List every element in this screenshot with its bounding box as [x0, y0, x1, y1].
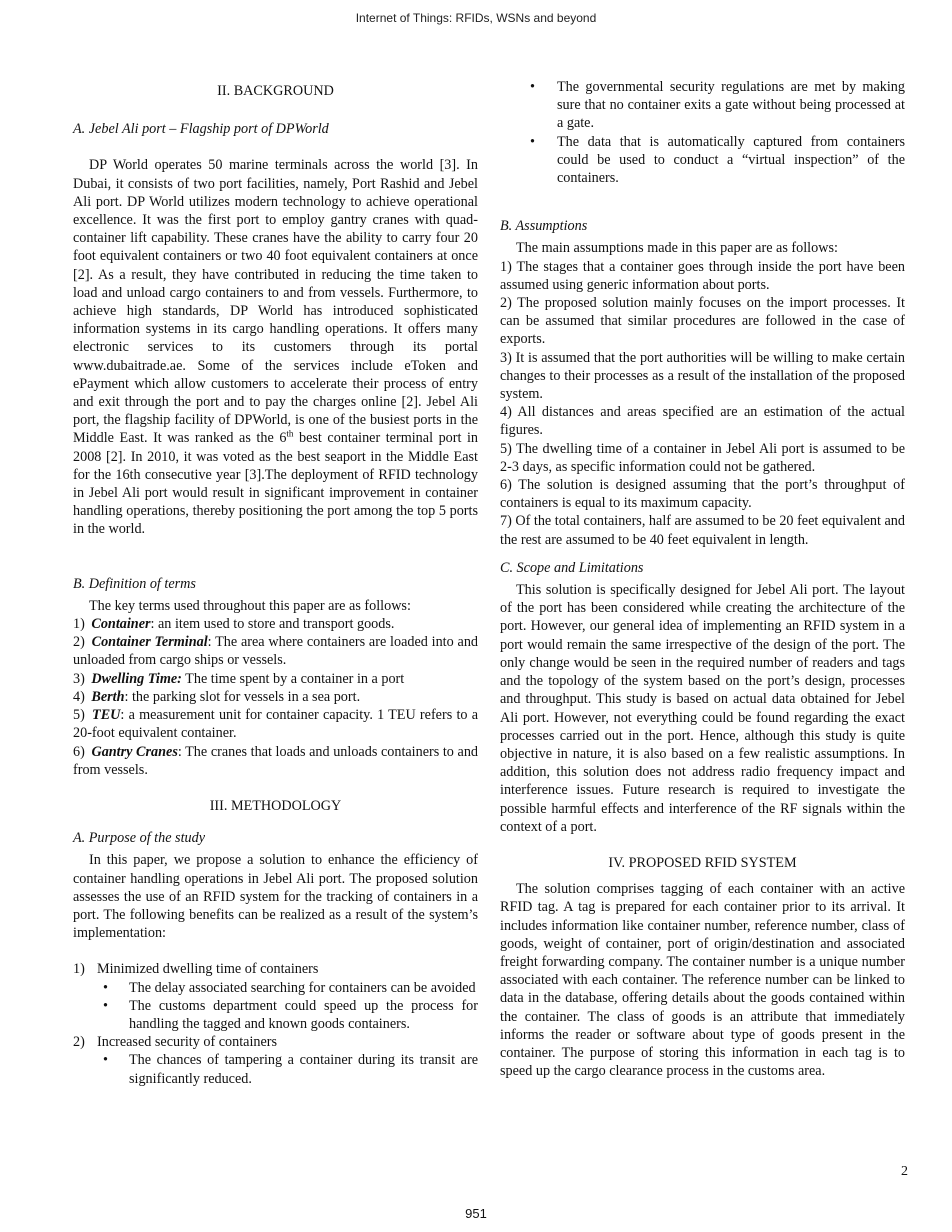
- term-definition: : the parking slot for vessels in a sea port.: [124, 688, 361, 705]
- term-item: [73, 670, 478, 688]
- term-name: Container: [91, 616, 151, 633]
- page-number: 2: [901, 1164, 908, 1179]
- benefit-title: Minimized dwelling time of containers: [97, 961, 319, 978]
- term-item: [73, 743, 478, 779]
- subsection-heading-definitions: B. Definition of terms: [73, 575, 196, 592]
- term-number: 3): [73, 670, 85, 687]
- benefit-number: 1): [73, 961, 85, 978]
- bullet-icon: •: [103, 1052, 108, 1069]
- term-definition: The time spent by a container in a port: [181, 670, 405, 687]
- assumption-item: 5) The dwelling time of a container in Jebel Ali port is assumed to be 2-3 days, as specific information could not be gathered.: [500, 440, 905, 475]
- bullet-item: [73, 997, 478, 1033]
- term-number: 1): [73, 616, 85, 633]
- paragraph-jebel-ali-text-2: best container terminal port in 2008 [2]. In 2010, it was voted as the best seaport in the Middle East for the 16th consecutive year [3].The deployment of RFID technology in Jebel Ali port would result in significant improvement in container handling operations, thereby positioning the port among the top 5 ports in the world.: [73, 430, 479, 538]
- bullet-text: The customs department could speed up the process for handling the tagged and known goods containers.: [129, 997, 478, 1032]
- paragraph-scope: This solution is specifically designed for Jebel Ali port. The layout of the port has been considered while creating the architecture of the port. However, our general idea of implementing an RFID system in a port would remain the same irrespective of the design of the port. The only change would be seen in the required number of readers and tags and the topology of the system based on the port’s design, processes and throughput. This study is based on actual data obtained for Jebel Ali port. However, not everything could be found regarding the exact processes carried out in the port. Hence, although this study is quite objective in nature, it is also based on a few realistic assumptions. In addition, this solution does not address radio frequency impact and interference issues. Future research is required to investigate the possible harmful effects and interference of the RF signals within the context of a port.: [500, 582, 905, 835]
- bullet-text: The chances of tampering a container during its transit are significantly reduced.: [129, 1052, 478, 1087]
- term-definition: : The cranes that loads and unloads containers to and from vessels.: [73, 743, 479, 778]
- running-header: Internet of Things: RFIDs, WSNs and beyond: [355, 11, 597, 25]
- term-definition: : an item used to store and transport goods.: [150, 616, 395, 633]
- bullet-item: [500, 78, 905, 133]
- subsection-heading-scope: C. Scope and Limitations: [500, 559, 644, 576]
- bullet-item: [500, 133, 905, 188]
- assumption-item: 2) The proposed solution mainly focuses on the import processes. It can be assumed that similar procedures are followed in the case of exports.: [500, 295, 905, 348]
- bullet-icon: •: [103, 979, 108, 996]
- ordinal-superscript: th: [286, 428, 294, 439]
- term-name: Container Terminal: [91, 634, 208, 651]
- term-name: Dwelling Time:: [91, 670, 182, 687]
- term-definition: : a measurement unit for container capacity. 1 TEU refers to a 20-foot equivalent container.: [73, 707, 478, 742]
- benefit-item: [73, 1033, 478, 1051]
- bullet-text: The data that is automatically captured from containers could be used to conduct a “virtual inspection” of the containers.: [557, 133, 905, 187]
- term-number: 4): [73, 688, 85, 705]
- bullet-icon: •: [530, 133, 535, 150]
- definitions-intro: The key terms used throughout this paper are as follows:: [89, 597, 411, 614]
- benefit-item: [73, 960, 478, 978]
- subsection-heading-jebel-ali: A. Jebel Ali port – Flagship port of DPWorld: [73, 121, 329, 138]
- paragraph-purpose: In this paper, we propose a solution to enhance the efficiency of container handling operations in Jebel Ali port. The proposed solution assesses the use of an RFID system for the tracking of containers in a port. The following benefits can be realized as a result of the system’s implementation:: [73, 852, 478, 942]
- right-column: [500, 78, 905, 1080]
- assumption-item: 4) All distances and areas specified are an estimation of the actual figures.: [500, 404, 905, 439]
- term-item: [73, 633, 478, 669]
- bullet-text: The governmental security regulations are met by making sure that no container exits a gate without being processed at a gate.: [557, 79, 905, 132]
- benefit-title: Increased security of containers: [97, 1034, 278, 1051]
- term-number: 2): [73, 634, 85, 651]
- term-item: [73, 615, 478, 633]
- bullet-item: [73, 1051, 478, 1087]
- benefit-number: 2): [73, 1034, 85, 1051]
- term-item: [73, 688, 478, 706]
- bullet-icon: •: [103, 997, 108, 1014]
- term-name: Gantry Cranes: [91, 743, 178, 760]
- assumption-item: 1) The stages that a container goes through inside the port have been assumed using generic information about ports.: [500, 258, 905, 293]
- bullet-item: [73, 979, 478, 997]
- benefit-bullets: [73, 979, 478, 1034]
- subsection-heading-assumptions: B. Assumptions: [500, 218, 588, 235]
- section-heading-proposed-system: IV. PROPOSED RFID SYSTEM: [608, 854, 797, 871]
- term-number: 6): [73, 743, 85, 760]
- assumption-item: 3) It is assumed that the port authorities will be willing to make certain changes to their processes as a result of the installation of the proposed system.: [500, 349, 905, 403]
- footer-number: 951: [465, 1206, 487, 1221]
- section-heading-methodology: III. METHODOLOGY: [209, 797, 342, 814]
- term-item: [73, 706, 478, 742]
- assumptions-intro: The main assumptions made in this paper are as follows:: [516, 240, 838, 257]
- term-number: 5): [73, 707, 85, 724]
- bullet-text: The delay associated searching for containers can be avoided: [129, 979, 476, 996]
- assumption-item: 6) The solution is designed assuming that the port’s throughput of containers is equal to its maximum capacity.: [500, 477, 905, 512]
- benefit-bullets: [73, 1051, 478, 1087]
- paragraph-jebel-ali-text-1: DP World operates 50 marine terminals across the world [3]. In Dubai, it consists of two port facilities, namely, Port Rashid and Jebel Ali port. DP World utilizes modern technology to achieve operational excellence. It was the first port to employ gantry cranes with quad-container lift capability. These cranes have the ability to carry four 20 foot equivalent containers or two 40 foot equivalent containers at once [2]. As a result, they have contributed in reducing the time taken to load and unload cargo containers to and from vessels. Furthermore, to achieve high standards, DP World has introduced sophisticated information systems in its cargo handling operations. It offers many electronic services to its customers through its portal www.dubaitrade.ae. Some of the services include eToken and ePayment which allow customers to accelerate their process of entry and exit through the port and to pay the charges online [2]. Jebel Ali port, the flagship facility of DPWorld, is one of the busiest ports in the Middle East. It was ranked as the 6: [73, 157, 478, 447]
- subsection-heading-purpose: A. Purpose of the study: [73, 830, 206, 847]
- term-definition: : The area where containers are loaded into and unloaded from cargo ships or vessels.: [73, 634, 479, 669]
- assumption-item: 7) Of the total containers, half are assumed to be 20 feet equivalent and the rest are assumed to be 40 feet equivalent in length.: [500, 513, 905, 548]
- bullet-icon: •: [530, 79, 535, 95]
- paragraph-proposed-system: The solution comprises tagging of each container with an active RFID tag. A tag is prepared for each container prior to its arrival. It includes information like container number, reference number, class of goods, weight of container, port of origin/destination and associated freight forwarding company. The container number is a unique number associated with each container. The reference number can be linked to data in the database, offering details about the goods contained within the container. The class of goods is an attribute that immediately informs the reader or software about type of goods present in the container. The purpose of storing this information in each tag is to speed up the cargo clearance process in the customs area.: [500, 881, 905, 1080]
- section-heading-background: II. BACKGROUND: [217, 83, 334, 99]
- term-name: Berth: [91, 688, 125, 705]
- term-name: TEU: [92, 707, 121, 724]
- left-column: [73, 78, 478, 1088]
- benefit-bullets-continued: [500, 78, 905, 187]
- paragraph-jebel-ali: [73, 156, 478, 538]
